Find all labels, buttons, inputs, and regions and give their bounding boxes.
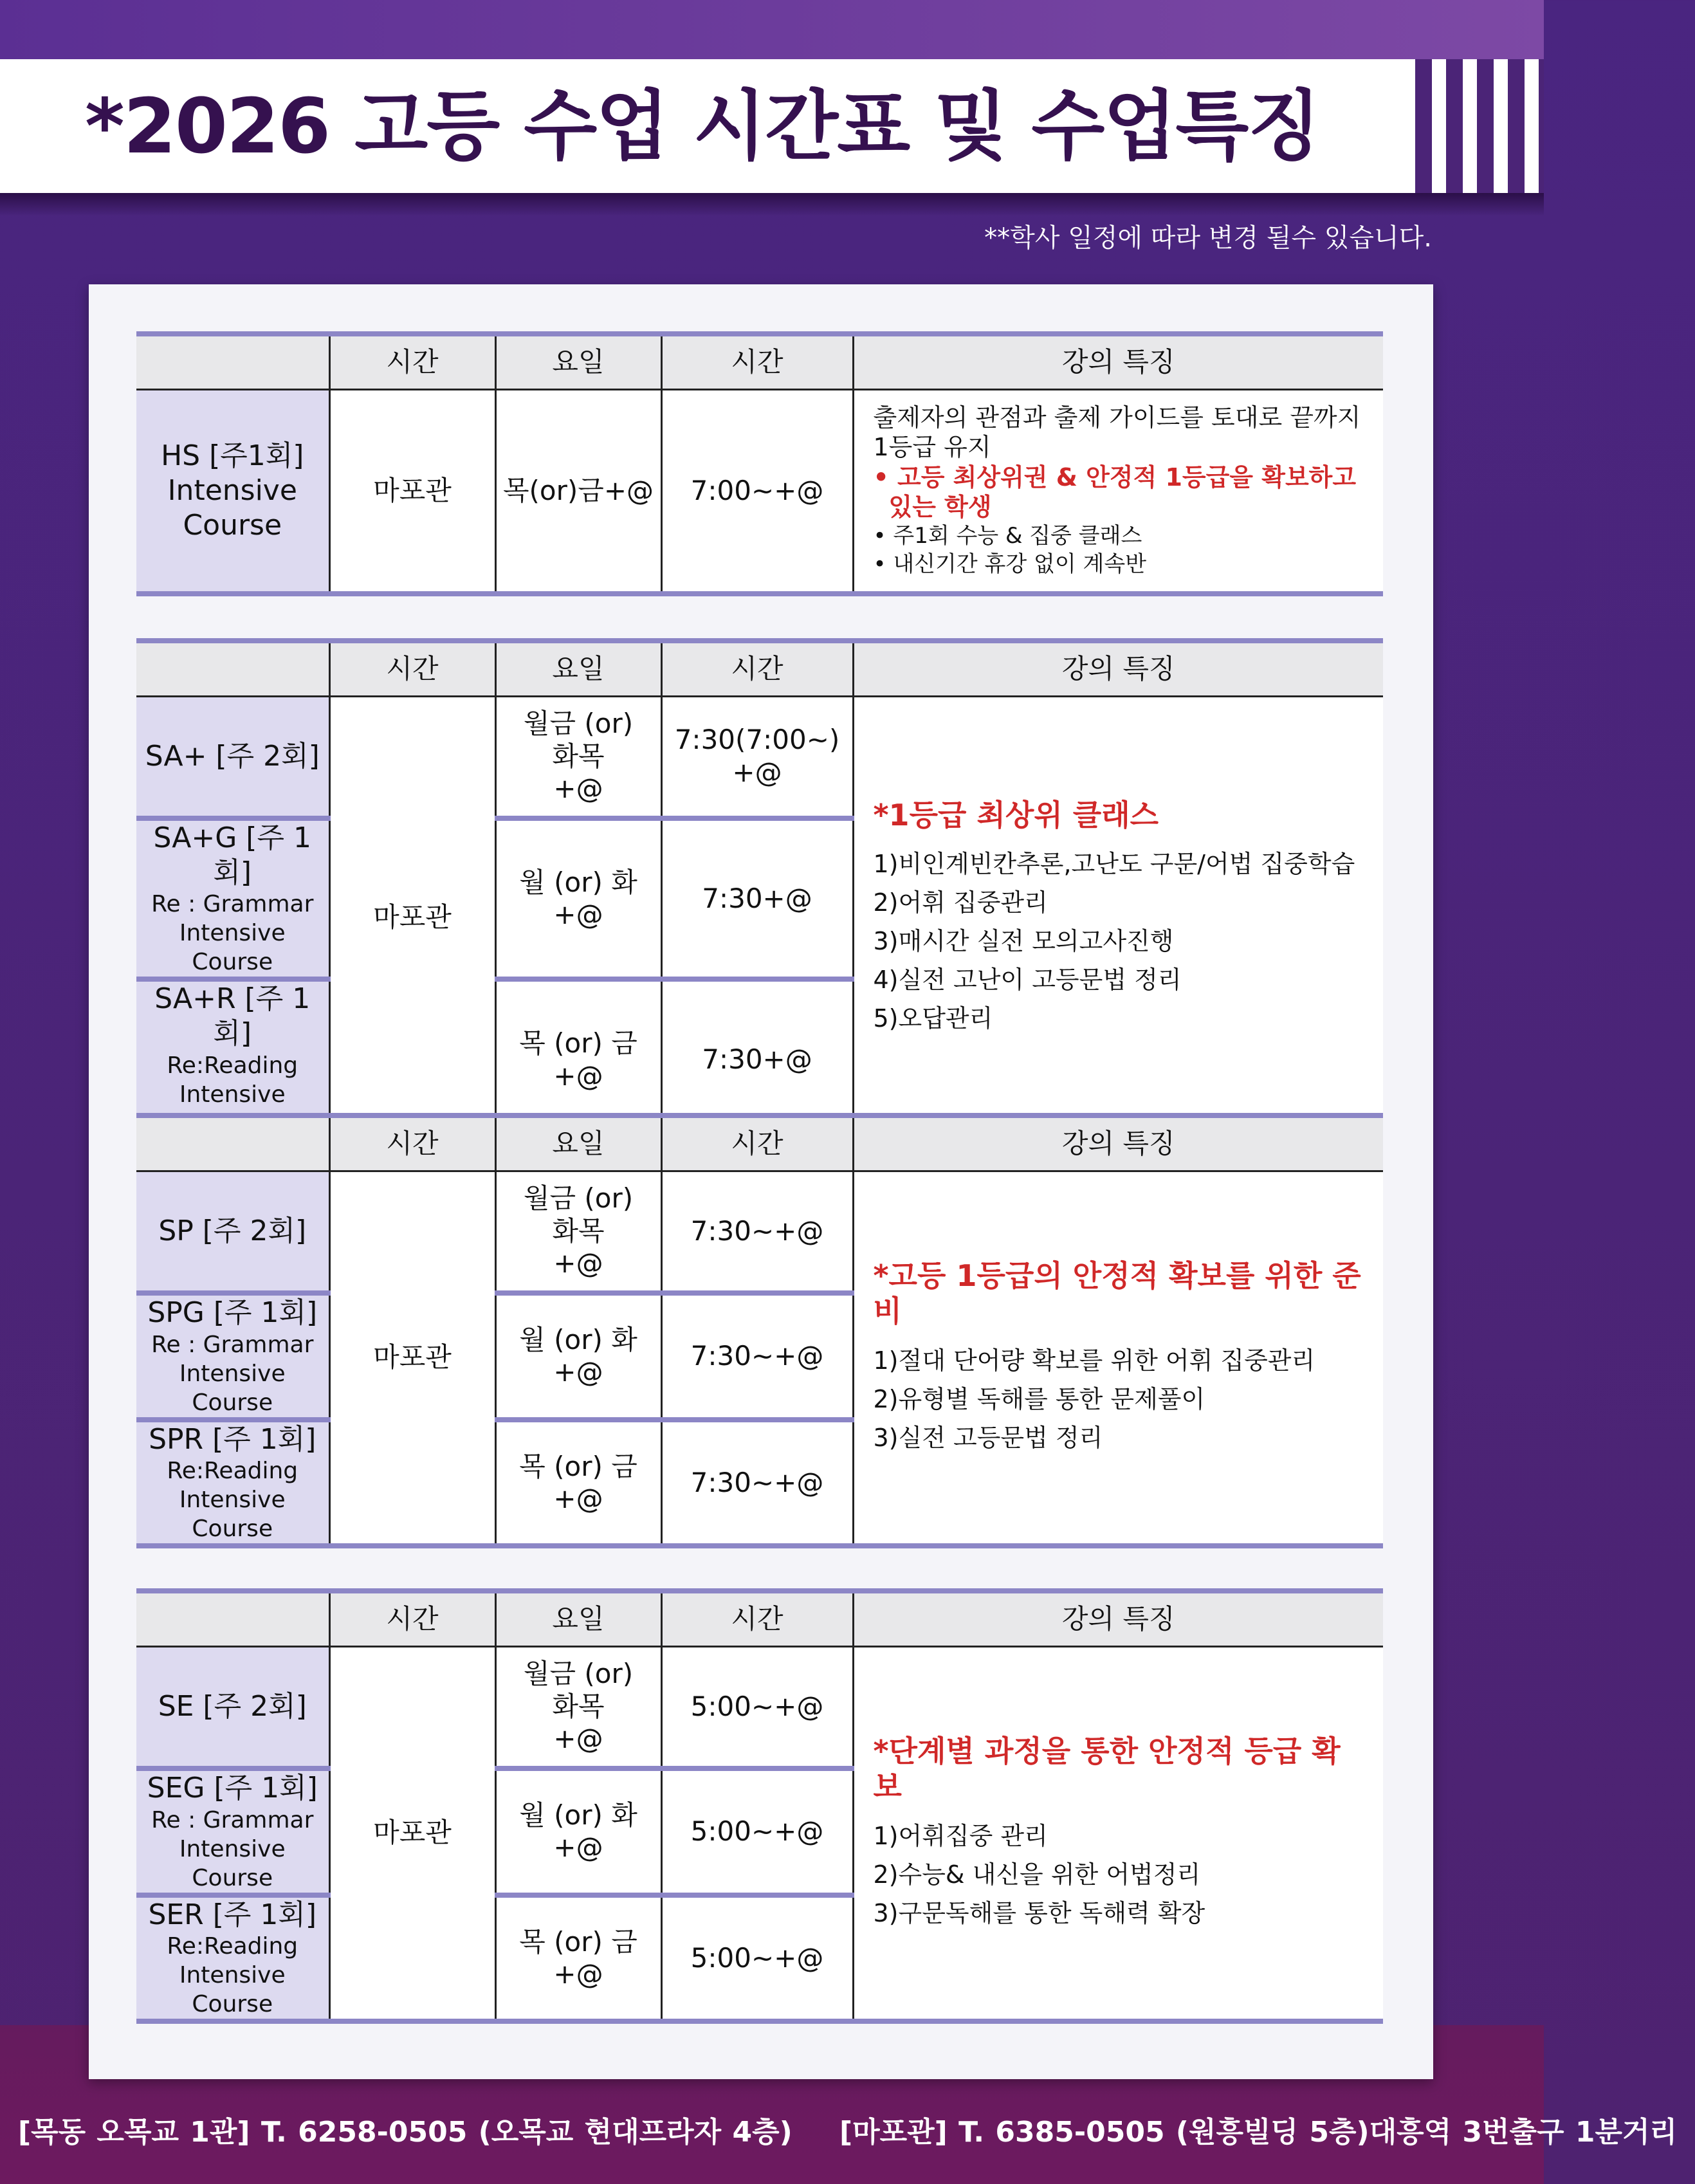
- day-cell: 월금 (or) 화목 +@: [495, 1646, 661, 1768]
- time-cell: 7:30+@: [661, 818, 853, 979]
- class-subtitle: Intensive: [179, 1081, 286, 1108]
- header-time: 시간: [329, 641, 495, 696]
- feature-bullet: • 내신기간 휴강 없이 계속반: [873, 551, 1147, 578]
- feature-item: 2)어휘 집중관리: [873, 888, 1048, 917]
- se-row-1: [136, 1646, 1383, 1768]
- feature-item: 1)어휘집중 관리: [873, 1821, 1048, 1850]
- feature-item: 4)실전 고난이 고등문법 정리: [873, 965, 1182, 994]
- location-cell: 마포관: [329, 696, 495, 1141]
- class-subtitle: Intensive Course: [179, 1487, 286, 1543]
- time-cell: 7:30~+@: [661, 1293, 853, 1420]
- class-title: SA+ [주 2회]: [145, 739, 320, 773]
- day-cell: 월 (or) 화 +@: [495, 818, 661, 979]
- feature-title: *고등 1등급의 안정적 확보를 위한 준비: [873, 1258, 1361, 1329]
- day-cell: 목 (or) 금 +@: [495, 979, 661, 1140]
- feature-title: *1등급 최상위 클래스: [873, 797, 1159, 832]
- class-name: [136, 1293, 329, 1420]
- header-corner: [136, 1591, 329, 1646]
- header-day: 요일: [495, 641, 661, 696]
- class-name: [136, 818, 329, 979]
- header-corner: [136, 334, 329, 389]
- class-subtitle: Re : Grammar: [151, 891, 314, 918]
- header-time: 시간: [329, 1115, 495, 1171]
- time-cell: 5:00~+@: [661, 1646, 853, 1768]
- features-cell-hs: [853, 389, 1383, 594]
- class-subtitle: Re : Grammar: [151, 1806, 314, 1833]
- features-cell-sa: [853, 696, 1383, 1141]
- class-name: [136, 1420, 329, 1546]
- header-day: 요일: [495, 1591, 661, 1646]
- class-title: SA+G [주 1회]: [153, 821, 311, 889]
- header-time2: 시간: [661, 334, 853, 389]
- header-corner: [136, 641, 329, 696]
- hs-row: [136, 389, 1383, 594]
- day-cell: 월 (or) 화 +@: [495, 1293, 661, 1420]
- class-title: SEG [주 1회]: [147, 1772, 318, 1804]
- time-cell: 7:30+@: [661, 979, 853, 1140]
- class-title: SER [주 1회]: [148, 1898, 317, 1931]
- schedule-note: **학사 일정에 따라 변경 될수 있습니다.: [984, 223, 1432, 253]
- feature-item: 1)절대 단어량 확보를 위한 어휘 집중관리: [873, 1346, 1315, 1375]
- sp-row-1: [136, 1171, 1383, 1293]
- page-title: *2026 고등 수업 시간표 및 수업특징: [85, 82, 1320, 170]
- footer-mokdong: [목동 오목교 1관] T. 6258-0505 (오목교 현대프라자 4층): [18, 2116, 793, 2149]
- time-cell: 5:00~+@: [661, 1895, 853, 2022]
- decorative-stripes: [1415, 59, 1544, 193]
- header-time: 시간: [329, 1591, 495, 1646]
- class-subtitle: Re:Reading: [167, 1052, 298, 1079]
- feature-bullet: • 주1회 수능 & 집중 클래스: [873, 523, 1142, 549]
- class-name: [136, 1768, 329, 1895]
- header-features: 강의 특징: [853, 641, 1383, 696]
- sa-header-row: [136, 641, 1383, 696]
- feature-item: 3)구문독해를 통한 독해력 확장: [873, 1898, 1205, 1927]
- feature-item: 2)유형별 독해를 통한 문제풀이: [873, 1384, 1205, 1413]
- feature-highlight: 있는 학생: [888, 492, 992, 521]
- hs-header-row: [136, 334, 1383, 389]
- header-features: 강의 특징: [853, 1591, 1383, 1646]
- time-cell: 7:30~+@: [661, 1171, 853, 1293]
- class-name-hs: [136, 389, 329, 594]
- title-banner: [0, 59, 1544, 193]
- class-subtitle: Intensive Course: [179, 1360, 286, 1416]
- day-cell: 월금 (or) 화목 +@: [495, 1171, 661, 1293]
- class-subtitle: Intensive Course: [179, 1835, 286, 1891]
- class-subtitle: Re:Reading: [167, 1458, 298, 1485]
- header-features: 강의 특징: [853, 1115, 1383, 1171]
- header-time2: 시간: [661, 641, 853, 696]
- feature-line: 출제자의 관점과 출제 가이드를 토대로 끝까지: [873, 403, 1361, 432]
- time-cell: 7:00~+@: [661, 389, 853, 594]
- class-subtitle: Re:Reading: [167, 1933, 298, 1960]
- day-cell: 목(or)금+@: [495, 389, 661, 594]
- class-title: SPR [주 1회]: [149, 1422, 316, 1456]
- class-title: HS [주1회]: [161, 439, 304, 473]
- header-time: 시간: [329, 334, 495, 389]
- time-cell: 7:30(7:00~) +@: [661, 696, 853, 818]
- sp-header-row: [136, 1115, 1383, 1171]
- header-features: 강의 특징: [853, 334, 1383, 389]
- feature-item: 3)실전 고등문법 정리: [873, 1423, 1103, 1452]
- footer-mapo: [마포관] T. 6385-0505 (원흥빌딩 5층)대흥역 3번출구 1분거리: [839, 2116, 1678, 2149]
- header-corner: [136, 1115, 329, 1171]
- class-subtitle: Intensive Course: [167, 473, 297, 542]
- location-cell: 마포관: [329, 389, 495, 594]
- location-cell: 마포관: [329, 1171, 495, 1546]
- se-table: [136, 1588, 1383, 2024]
- header-time2: 시간: [661, 1115, 853, 1171]
- sa-row-1: [136, 696, 1383, 818]
- location-cell: 마포관: [329, 1646, 495, 2021]
- title-shadow: [0, 193, 1544, 216]
- feature-item: 5)오답관리: [873, 1004, 993, 1032]
- feature-item: 1)비인계빈칸추론,고난도 구문/어법 집중학습: [873, 849, 1355, 878]
- footer-contact: [0, 2109, 1678, 2150]
- day-cell: 목 (or) 금 +@: [495, 1895, 661, 2022]
- header-time2: 시간: [661, 1591, 853, 1646]
- feature-item: 3)매시간 실전 모의고사진행: [873, 926, 1174, 955]
- header-day: 요일: [495, 1115, 661, 1171]
- class-subtitle: Intensive Course: [179, 1962, 286, 2018]
- day-cell: 월금 (or) 화목 +@: [495, 696, 661, 818]
- class-name: [136, 1171, 329, 1293]
- class-title: SPG [주 1회]: [147, 1296, 318, 1329]
- feature-line: 1등급 유지: [873, 433, 991, 462]
- class-subtitle: Re : Grammar: [151, 1331, 314, 1358]
- header-day: 요일: [495, 334, 661, 389]
- class-title: SP [주 2회]: [158, 1214, 307, 1247]
- feature-highlight: • 고등 최상위권 & 안정적 1등급을 확보하고: [873, 463, 1357, 491]
- schedule-panel: [89, 284, 1433, 2079]
- class-name: [136, 1895, 329, 2022]
- features-cell-se: [853, 1646, 1383, 2021]
- features-cell-sp: [853, 1171, 1383, 1546]
- feature-item: 2)수능& 내신을 위한 어법정리: [873, 1860, 1201, 1889]
- day-cell: 목 (or) 금 +@: [495, 1420, 661, 1546]
- sa-table: [136, 638, 1383, 1143]
- feature-title: *단계별 과정을 통한 안정적 등급 확보: [873, 1734, 1341, 1804]
- hs-table: [136, 331, 1383, 596]
- class-subtitle: Intensive Course: [179, 920, 286, 976]
- time-cell: 5:00~+@: [661, 1768, 853, 1895]
- class-name: [136, 696, 329, 818]
- day-cell: 월 (or) 화 +@: [495, 1768, 661, 1895]
- top-band: [0, 0, 1544, 59]
- class-title: SA+R [주 1회]: [154, 982, 311, 1051]
- sp-table: [136, 1113, 1383, 1548]
- se-header-row: [136, 1591, 1383, 1646]
- class-name: [136, 1646, 329, 1768]
- class-title: SE [주 2회]: [158, 1689, 307, 1723]
- time-cell: 7:30~+@: [661, 1420, 853, 1546]
